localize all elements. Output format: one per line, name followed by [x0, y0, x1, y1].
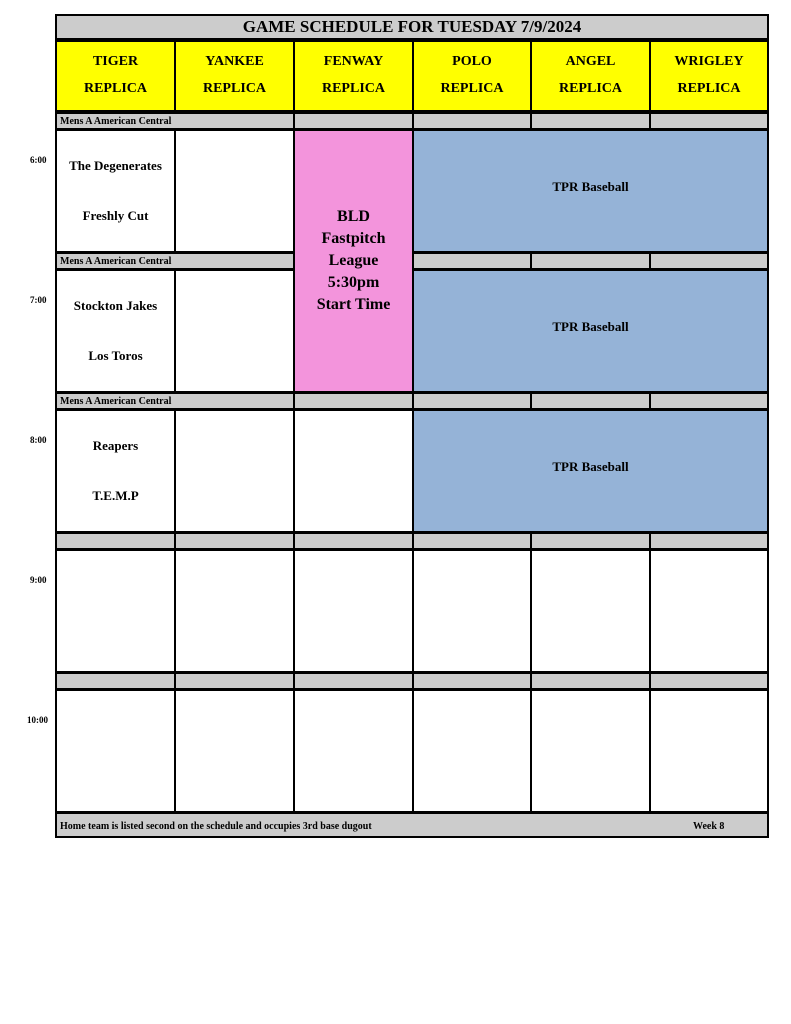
band-cell [174, 532, 295, 550]
empty-slot [174, 409, 295, 533]
field-name: POLO [452, 53, 492, 69]
time-label-800: 8:00 [30, 435, 47, 445]
field-name: WRIGLEY [674, 53, 744, 69]
empty-slot [174, 129, 295, 253]
field-header-angel [530, 40, 651, 112]
home-team: T.E.M.P [92, 488, 139, 503]
time-label-900: 9:00 [30, 575, 47, 585]
empty-slot [412, 689, 532, 813]
away-team: The Degenerates [69, 158, 162, 173]
field-sub: REPLICA [558, 80, 622, 96]
time-label-700: 7:00 [30, 295, 47, 305]
band-cell [530, 532, 651, 550]
empty-slot [649, 689, 769, 813]
band-cell [293, 672, 414, 690]
week-label: Week 8 [693, 821, 725, 832]
game-tiger-600 [55, 129, 176, 253]
field-header-polo [412, 40, 532, 112]
band-cell [293, 392, 414, 410]
empty-slot [174, 269, 295, 393]
division-band: Mens A American Central [55, 252, 295, 270]
field-sub: REPLICA [440, 80, 504, 96]
home-team: Los Toros [88, 348, 143, 363]
field-header-fenway [293, 40, 414, 112]
empty-slot [530, 549, 651, 673]
field-header-wrigley [649, 40, 769, 112]
field-sub: REPLICA [83, 80, 147, 96]
band-cell [412, 252, 532, 270]
division-band: Mens A American Central [55, 392, 295, 410]
bld-line: League [328, 252, 379, 269]
field-sub: REPLICA [677, 80, 741, 96]
band-cell [649, 532, 769, 550]
band-cell [412, 672, 532, 690]
time-label-600: 6:00 [30, 155, 47, 165]
bld-fastpitch-block [293, 129, 414, 393]
band-cell [649, 112, 769, 130]
game-tiger-800 [55, 409, 176, 533]
band-cell [649, 672, 769, 690]
footer-bar [55, 812, 769, 838]
home-team-note: Home team is listed second on the schedule and occupies 3rd base dugout [60, 821, 372, 832]
field-sub: REPLICA [202, 80, 266, 96]
page-title: GAME SCHEDULE FOR TUESDAY 7/9/2024 [55, 14, 769, 40]
field-sub: REPLICA [321, 80, 385, 96]
tpr-baseball-block-700: TPR Baseball [412, 269, 769, 393]
band-cell [649, 252, 769, 270]
empty-slot [530, 689, 651, 813]
band-cell [412, 112, 532, 130]
bld-line: Fastpitch [321, 230, 386, 247]
division-band: Mens A American Central [55, 112, 295, 130]
bld-line: BLD [337, 208, 370, 225]
band-cell [55, 532, 176, 550]
field-name: FENWAY [323, 53, 384, 69]
empty-slot [293, 549, 414, 673]
band-cell [293, 112, 414, 130]
field-header-yankee [174, 40, 295, 112]
band-cell [412, 392, 532, 410]
bld-line: 5:30pm [327, 274, 380, 291]
field-name: TIGER [92, 53, 139, 69]
empty-slot [174, 689, 295, 813]
game-tiger-700 [55, 269, 176, 393]
tpr-baseball-block-600: TPR Baseball [412, 129, 769, 253]
away-team: Reapers [92, 438, 139, 453]
empty-slot [174, 549, 295, 673]
field-name: ANGEL [565, 53, 616, 69]
field-name: YANKEE [205, 53, 264, 69]
empty-slot [293, 689, 414, 813]
empty-slot [55, 689, 176, 813]
band-cell [174, 672, 295, 690]
band-cell [530, 112, 651, 130]
time-label-1000: 10:00 [27, 715, 48, 725]
tpr-baseball-block-800: TPR Baseball [412, 409, 769, 533]
empty-slot [55, 549, 176, 673]
empty-slot [412, 549, 532, 673]
band-cell [649, 392, 769, 410]
band-cell [412, 532, 532, 550]
empty-slot [649, 549, 769, 673]
band-cell [55, 672, 176, 690]
bld-line: Start Time [316, 296, 391, 313]
field-header-tiger [55, 40, 176, 112]
band-cell [293, 532, 414, 550]
band-cell [530, 252, 651, 270]
away-team: Stockton Jakes [73, 298, 158, 313]
band-cell [530, 392, 651, 410]
empty-slot [293, 409, 414, 533]
home-team: Freshly Cut [82, 208, 149, 223]
band-cell [530, 672, 651, 690]
